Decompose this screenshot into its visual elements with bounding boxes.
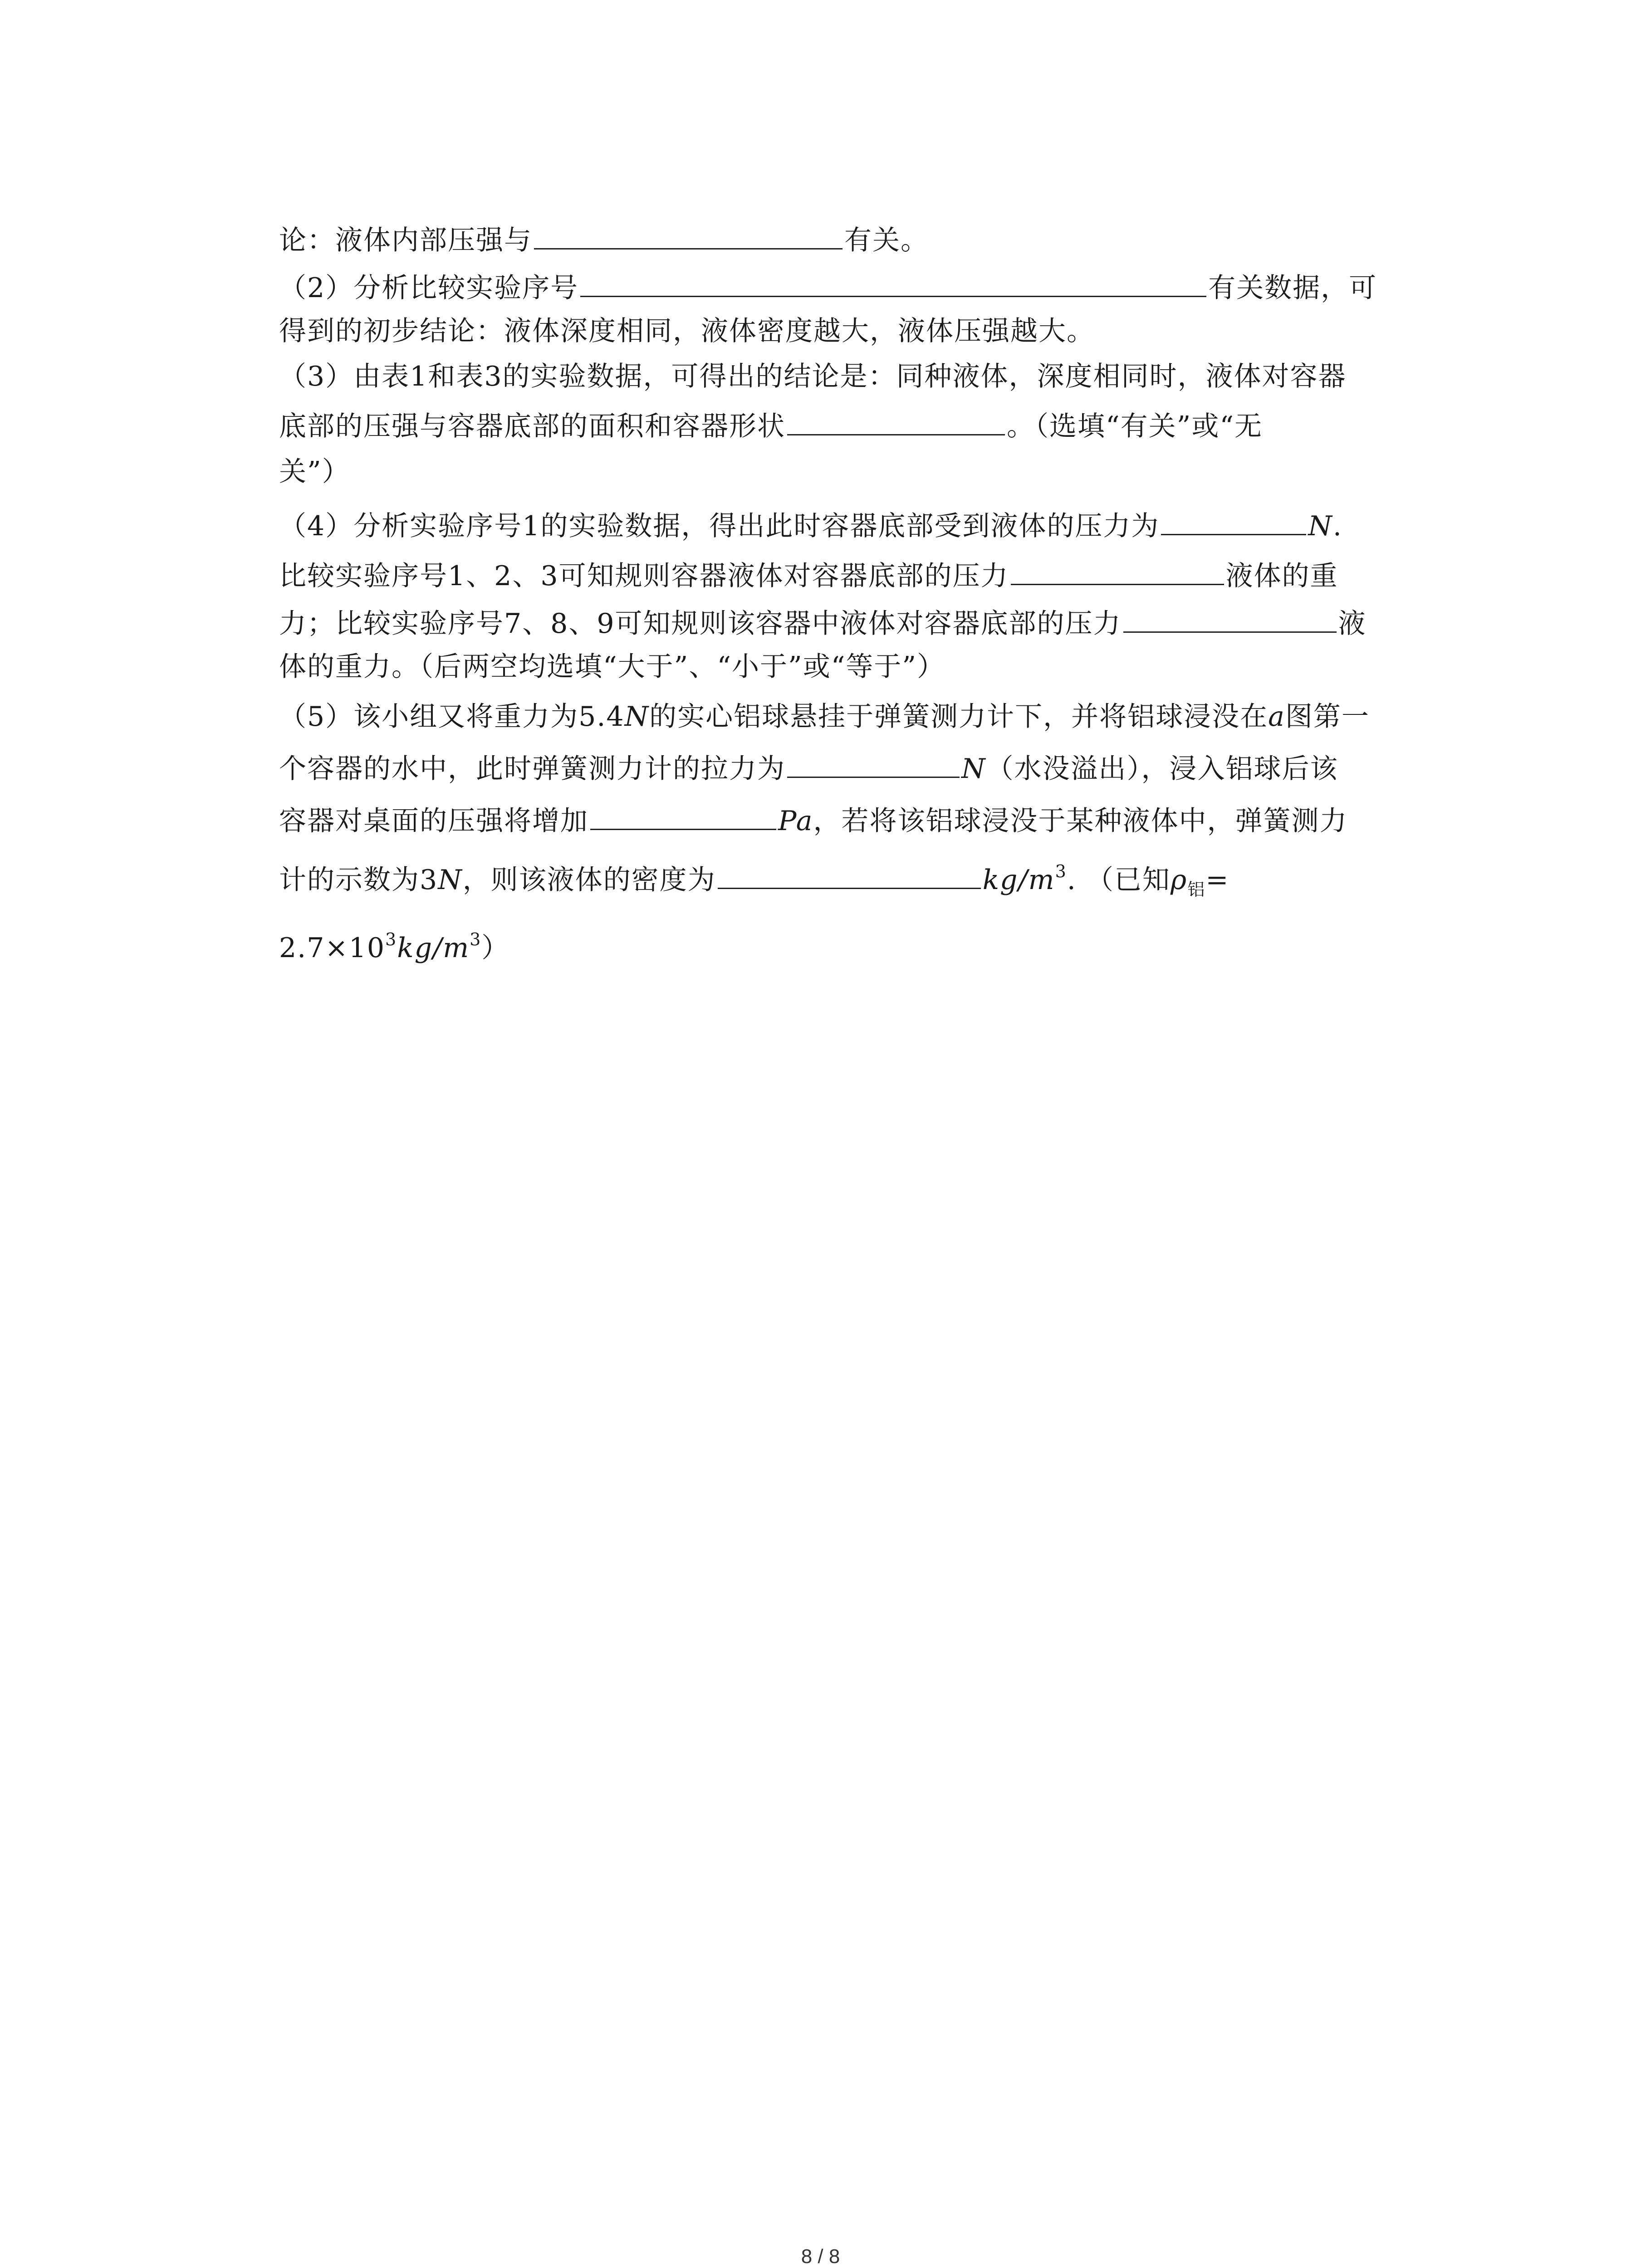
text-line-2: （2）分析比较实验序号 有关数据，可: [279, 270, 1377, 306]
text-line-15: $2.7\times 10^3kg/m^3$）: [279, 929, 510, 964]
answer-blank-5[interactable]: [1011, 558, 1224, 585]
answer-blank-4[interactable]: [1161, 508, 1306, 535]
answer-blank-3[interactable]: [787, 409, 1005, 435]
text-line-9: 力；比较实验序号7、8、9可知规则该容器中液体对容器底部的压力 液: [279, 606, 1367, 642]
answer-blank-8[interactable]: [590, 803, 776, 830]
text-line-7: （4）分析实验序号1的实验数据，得出此时容器底部受到液体的压力为 N.: [279, 508, 1342, 544]
text-line-11: （5）该小组又将重力为5.4N的实心铝球悬挂于弹簧测力计下，并将铝球浸没在a图第一: [279, 701, 1370, 733]
answer-blank-1[interactable]: [534, 223, 843, 249]
answer-blank-9[interactable]: [718, 862, 981, 889]
answer-blank-7[interactable]: [787, 751, 960, 778]
text-line-4: （3）由表1和表3的实验数据，可得出的结论是：同种液体，深度相同时，液体对容器: [279, 361, 1347, 392]
text-line-13: 容器对桌面的压强将增加 Pa，若将该铝球浸没于某种液体中，弹簧测力: [279, 803, 1347, 839]
text-line-5: 底部的压强与容器底部的面积和容器形状 。（选填“有关”或“无: [279, 408, 1263, 445]
page-indicator: 8 / 8: [801, 2245, 840, 2268]
text-line-14: 计的示数为3N，则该液体的密度为 $kg/m^3$. （已知$\rho_铝=$: [279, 861, 1230, 899]
text-line-10: 体的重力。（后两空均选填“大于”、“小于”或“等于”）: [279, 651, 945, 683]
answer-blank-2[interactable]: [580, 270, 1206, 297]
text-line-1: 论：液体内部压强与 有关。: [279, 222, 929, 259]
text-line-8: 比较实验序号1、2、3可知规则容器液体对容器底部的压力 液体的重: [279, 558, 1338, 594]
answer-blank-6[interactable]: [1123, 606, 1337, 633]
text-line-6: 关”）: [279, 456, 350, 488]
text-line-12: 个容器的水中，此时弹簧测力计的拉力为 N（水没溢出），浸入铝球后该: [279, 751, 1338, 787]
text-line-3: 得到的初步结论：液体深度相同，液体密度越大，液体压强越大。: [279, 315, 1095, 347]
